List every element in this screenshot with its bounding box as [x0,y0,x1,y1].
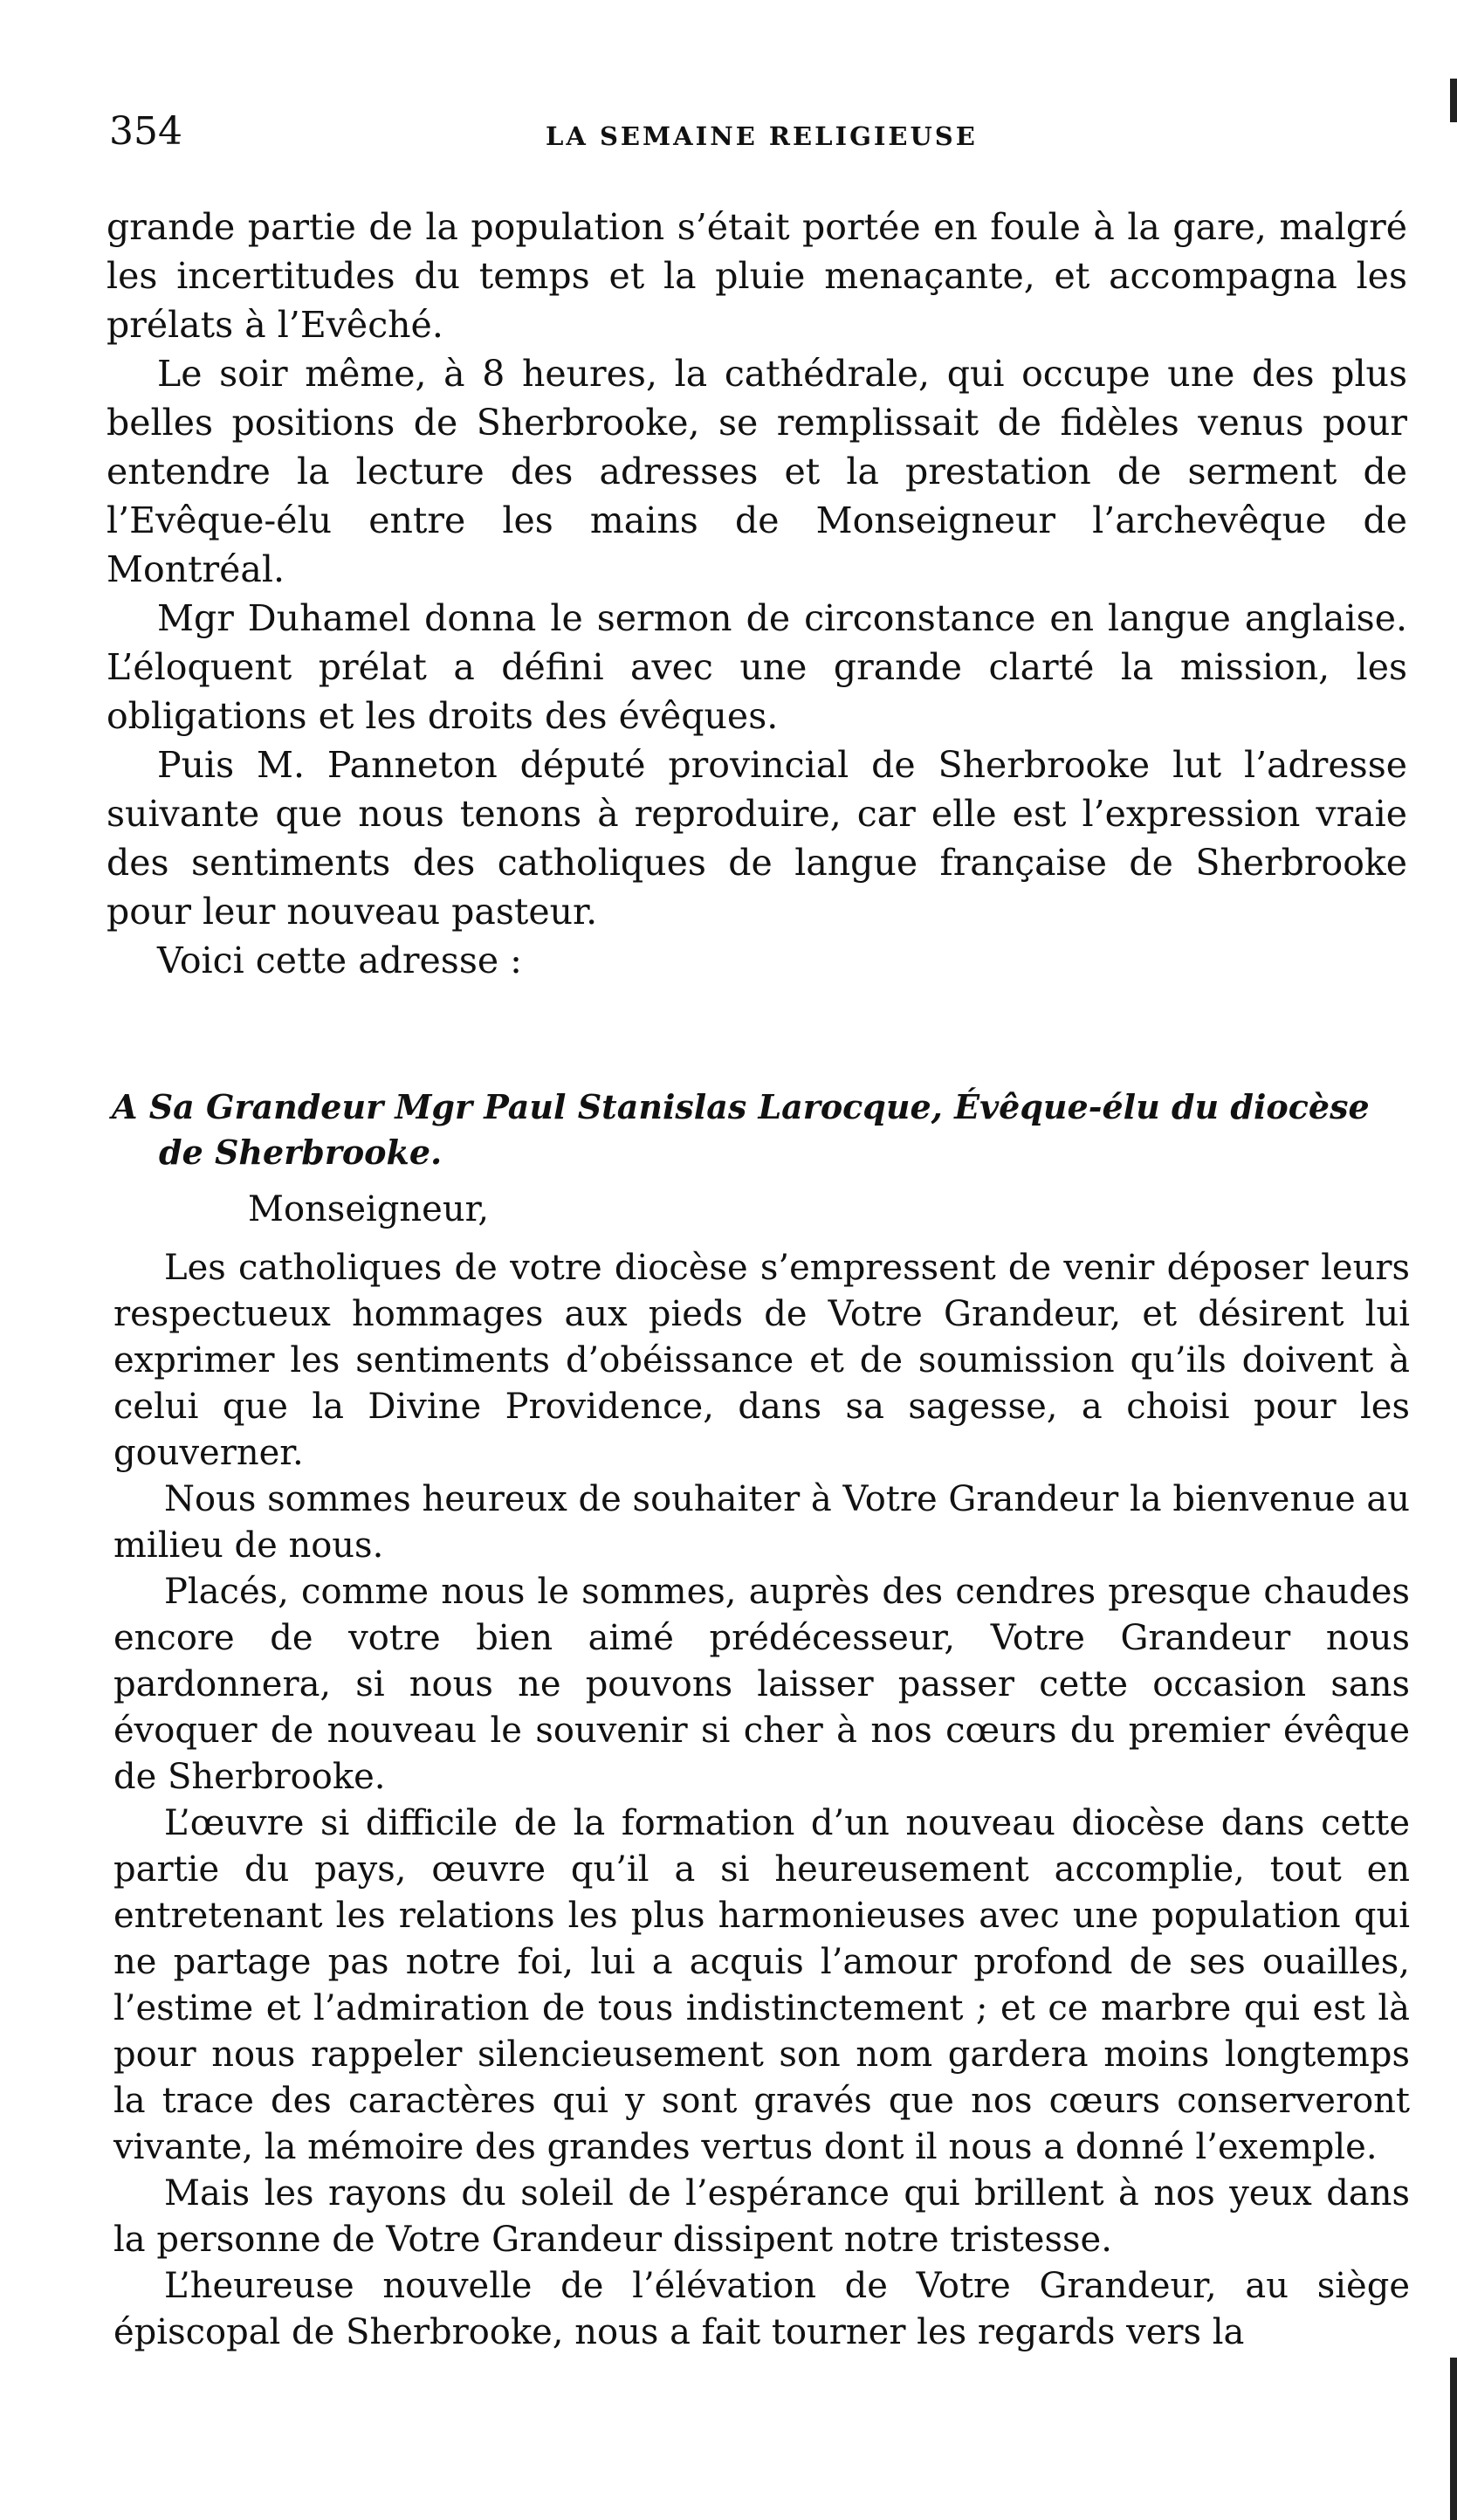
dedication-line: A Sa Grandeur Mgr Paul Stanislas Larocque, Évêque-élu du diocèse [112,1087,1370,1126]
address-salutation: Monseigneur, [248,1189,490,1229]
paragraph: Le soir même, à 8 heures, la cathédrale, qui occupe une des plus belles positions de Sherbrooke, se remplissait de fidèles venus pour entendre la lecture des adresses et la prestation de serment de l’Evêque-élu entre les mains de Monseigneur l’archevêque de Montréal. [107,353,1407,590]
address-body [113,1245,1410,2356]
running-title: LA SEMAINE RELIGIEUSE [546,121,978,151]
paragraph: L’heureuse nouvelle de l’élévation de Votre Grandeur, au siège épiscopal de Sherbrooke, nous a fait tourner les regards vers la [113,2266,1410,2352]
scan-edge-mark [1450,0,1457,2520]
page-number: 354 [109,109,182,154]
address-dedication [112,1084,1409,1175]
paragraph: Mais les rayons du soleil de l’espérance qui brillent à nos yeux dans la personne de Votre Grandeur dissipent notre tristesse. [113,2173,1410,2260]
paragraph: grande partie de la population s’était portée en foule à la gare, malgré les incertitudes du temps et la pluie menaçante, et accompagna les prélats à l’Evêché. [107,206,1407,346]
paragraph: Puis M. Panneton député provincial de Sherbrooke lut l’adresse suivante que nous tenons à reproduire, car elle est l’expression vraie des sentiments des catholiques de langue française de Sherbrooke pour leur nouveau pasteur. [107,744,1407,933]
paragraph: Mgr Duhamel donna le sermon de circonstance en langue anglaise. L’éloquent prélat a défini avec une grande clarté la mission, les obligations et les droits des évêques. [107,597,1407,737]
paragraph: Les catholiques de votre diocèse s’empressent de venir déposer leurs respectueux hommages aux pieds de Votre Grandeur, et désirent lui exprimer les sentiments d’obéissance et de soumission qu’ils doivent à celui que la Divine Providence, dans sa sagesse, a choisi pour les gouverner. [113,1248,1410,1473]
paragraph: Nous sommes heureux de souhaiter à Votre Grandeur la bienvenue au milieu de nous. [113,1479,1410,1566]
dedication-line: de Sherbrooke. [159,1133,443,1172]
article-body [107,203,1407,985]
page-header [109,109,1410,162]
paragraph: Placés, comme nous le sommes, auprès des cendres presque chaudes encore de votre bien aimé prédécesseur, Votre Grandeur nous pardonnera, si nous ne pouvons laisser passer cette occasion sans évoquer de nouveau le souvenir si cher à nos cœurs du premier évêque de Sherbrooke. [113,1572,1410,1797]
paragraph: Voici cette adresse : [157,940,522,981]
paragraph: L’œuvre si difficile de la formation d’un nouveau diocèse dans cette partie du pays, œuvre qu’il a si heureusement accomplie, tout en entretenant les relations les plus harmonieuses avec une population qui ne partage pas notre foi, lui a acquis l’amour profond de ses ouailles, l’estime et l’admiration de tous indistinctement ; et ce marbre qui est là pour nous rappeler silencieusement son nom gardera moins longtemps la trace des caractères qui y sont gravés que nos cœurs conserveront vivante, la mémoire des grandes vertus dont il nous a donné l’exemple. [113,1803,1410,2167]
